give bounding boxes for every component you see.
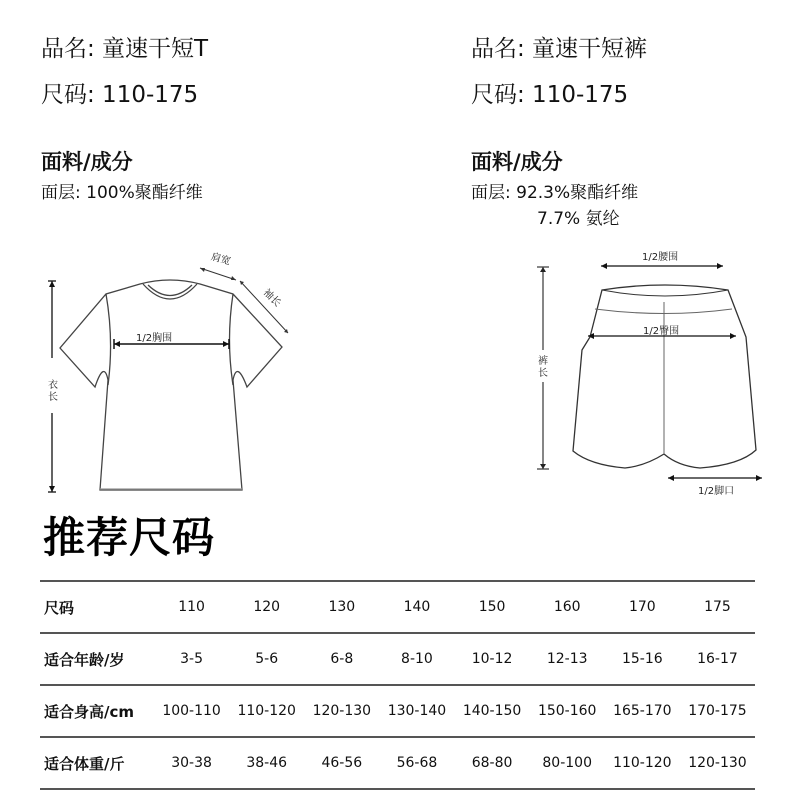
table-cell: 30-38 [171, 755, 212, 771]
table-cell: 130-140 [387, 703, 447, 719]
table-cell: 3-5 [180, 651, 203, 667]
table-cell: 170-175 [688, 703, 747, 719]
row-header: 尺码 [44, 598, 75, 617]
table-row-age [40, 632, 755, 684]
table-cell: 140-150 [462, 703, 522, 719]
shoulder-label: 肩宽 [209, 251, 232, 268]
length-label-1: 衣 [48, 380, 58, 391]
table-cell: 130 [328, 599, 356, 615]
table-cell: 110 [178, 599, 205, 615]
tshirt-measurement-diagram [30, 240, 310, 510]
sleeve-label: 袖长 [260, 287, 283, 310]
row-header: 适合体重/斤 [44, 754, 125, 773]
recommended-size-title: 推荐尺码 [43, 513, 216, 562]
table-cell: 120-130 [312, 703, 372, 719]
table-cell: 56-68 [396, 755, 438, 771]
size-table [40, 580, 755, 790]
shorts-length-label-2: 长 [538, 368, 548, 379]
table-cell: 12-13 [546, 651, 588, 667]
table-cell: 6-8 [330, 651, 354, 667]
table-cell: 120-130 [688, 755, 747, 771]
table-row-height [40, 684, 755, 736]
table-cell: 5-6 [255, 651, 279, 667]
shorts-measurement-diagram [520, 240, 790, 500]
table-cell: 10-12 [471, 651, 513, 667]
shorts-fabric-line-1: 面层: 92.3%聚酯纤维 [471, 183, 639, 203]
table-cell: 46-56 [321, 755, 363, 771]
table-cell: 160 [553, 599, 581, 615]
table-cell: 150 [478, 599, 506, 615]
tshirt-fabric-title: 面料/成分 [41, 150, 133, 174]
table-cell: 68-80 [471, 755, 513, 771]
waist-label: 1/2腰围 [642, 252, 679, 263]
table-cell: 100-110 [162, 703, 221, 719]
table-cell: 80-100 [542, 755, 592, 771]
table-cell: 165-170 [613, 703, 672, 719]
shorts-length-label-1: 裤 [538, 356, 548, 367]
table-cell: 38-46 [246, 755, 288, 771]
table-cell: 16-17 [697, 651, 738, 667]
row-header: 适合年龄/岁 [44, 650, 125, 669]
table-cell: 110-120 [237, 703, 296, 719]
shorts-fabric-line-2: 7.7% 氨纶 [537, 209, 620, 229]
table-row-size [40, 580, 755, 632]
shorts-size-range: 尺码: 110-175 [471, 82, 629, 108]
tshirt-name: 品名: 童速干短T [41, 36, 209, 62]
shorts-fabric-title: 面料/成分 [471, 150, 563, 174]
length-label-2: 长 [48, 392, 58, 403]
table-cell: 8-10 [401, 651, 433, 667]
table-cell: 120 [253, 599, 281, 615]
table-cell: 110-120 [613, 755, 672, 771]
hip-label: 1/2臀围 [643, 326, 680, 337]
tshirt-fabric-line: 面层: 100%聚酯纤维 [41, 183, 203, 203]
table-cell: 170 [628, 599, 656, 615]
row-header: 适合身高/cm [44, 702, 135, 721]
table-row-weight [40, 736, 755, 790]
tshirt-size-range: 尺码: 110-175 [41, 82, 199, 108]
table-cell: 175 [704, 599, 731, 615]
table-cell: 140 [403, 599, 431, 615]
table-cell: 150-160 [537, 703, 597, 719]
shorts-name: 品名: 童速干短裤 [471, 36, 648, 62]
table-cell: 15-16 [621, 651, 663, 667]
hem-label: 1/2脚口 [698, 486, 735, 497]
chest-label: 1/2胸围 [136, 333, 173, 344]
